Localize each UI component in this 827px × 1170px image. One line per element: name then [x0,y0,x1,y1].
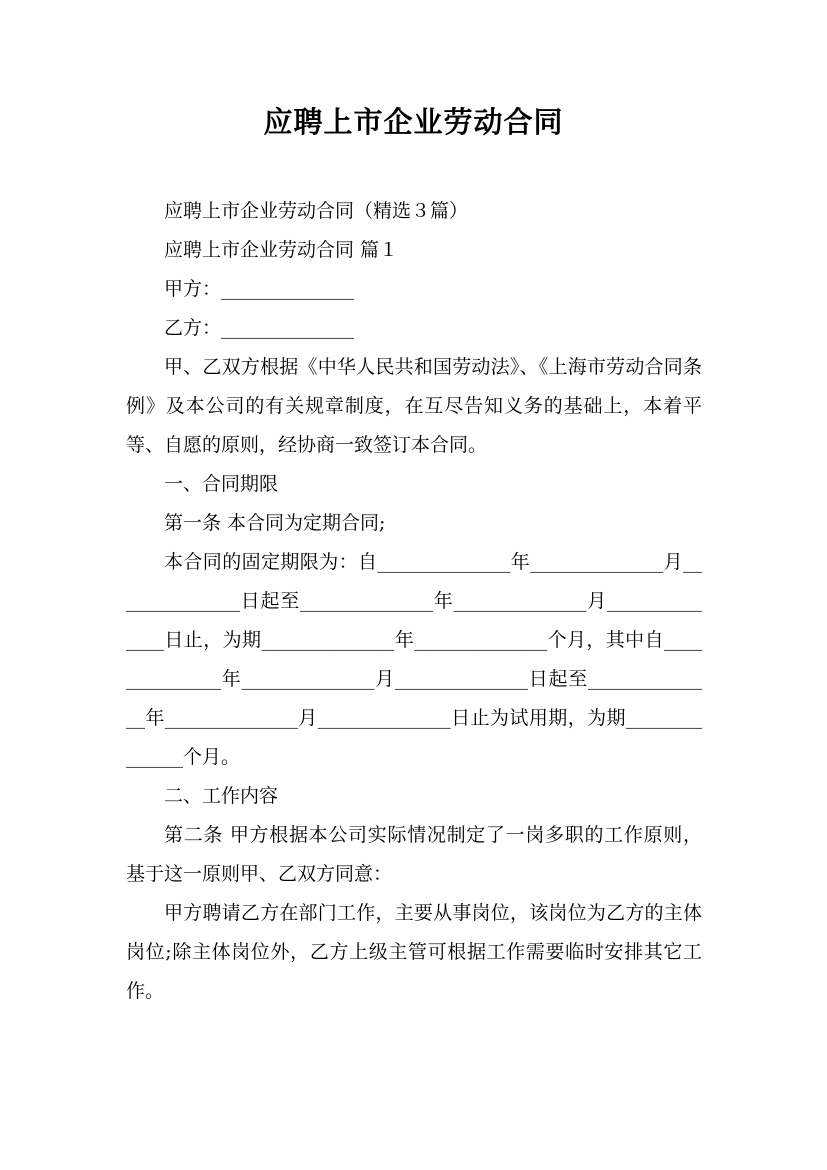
document-body [126,192,702,1011]
paragraph-section-heading: 应聘上市企业劳动合同 篇１ [164,239,399,261]
paragraph-heading-contract-term: 一、合同期限 [164,473,279,495]
paragraph-subtitle: 应聘上市企业劳动合同（精选３篇） [164,200,469,222]
document-title: 应聘上市企业劳动合同 [263,105,564,139]
paragraph-article-2: 第二条 甲方根据本公司实际情况制定了一岗多职的工作原则，基于这一原则甲、乙双方同意： [126,824,702,885]
paragraph-article-1: 第一条 本合同为定期合同; [164,512,386,534]
paragraph-job-assignment: 甲方聘请乙方在部门工作，主要从事岗位，该岗位为乙方的主体岗位;除主体岗位外，乙方上级主管可根据工作需要临时安排其它工作。 [126,902,702,1002]
paragraph-party-b: 乙方：______________ [164,317,355,339]
paragraph-term-details: 本合同的固定期限为：自______________年______________月______________日起至______________年______________月______________日止，为期______________年______________个月，其中自______________年______________月______________日起至______________年______________月______________日止为试用期，为期______________个月。 [126,551,702,768]
paragraph-party-a: 甲方：______________ [164,278,355,300]
paragraph-heading-work-content: 二、工作内容 [164,785,279,807]
paragraph-preamble: 甲、乙双方根据《中华人民共和国劳动法》、《上海市劳动合同条例》及本公司的有关规章制度，在互尽告知义务的基础上，本着平等、自愿的原则，经协商一致签订本合同。 [126,356,702,456]
